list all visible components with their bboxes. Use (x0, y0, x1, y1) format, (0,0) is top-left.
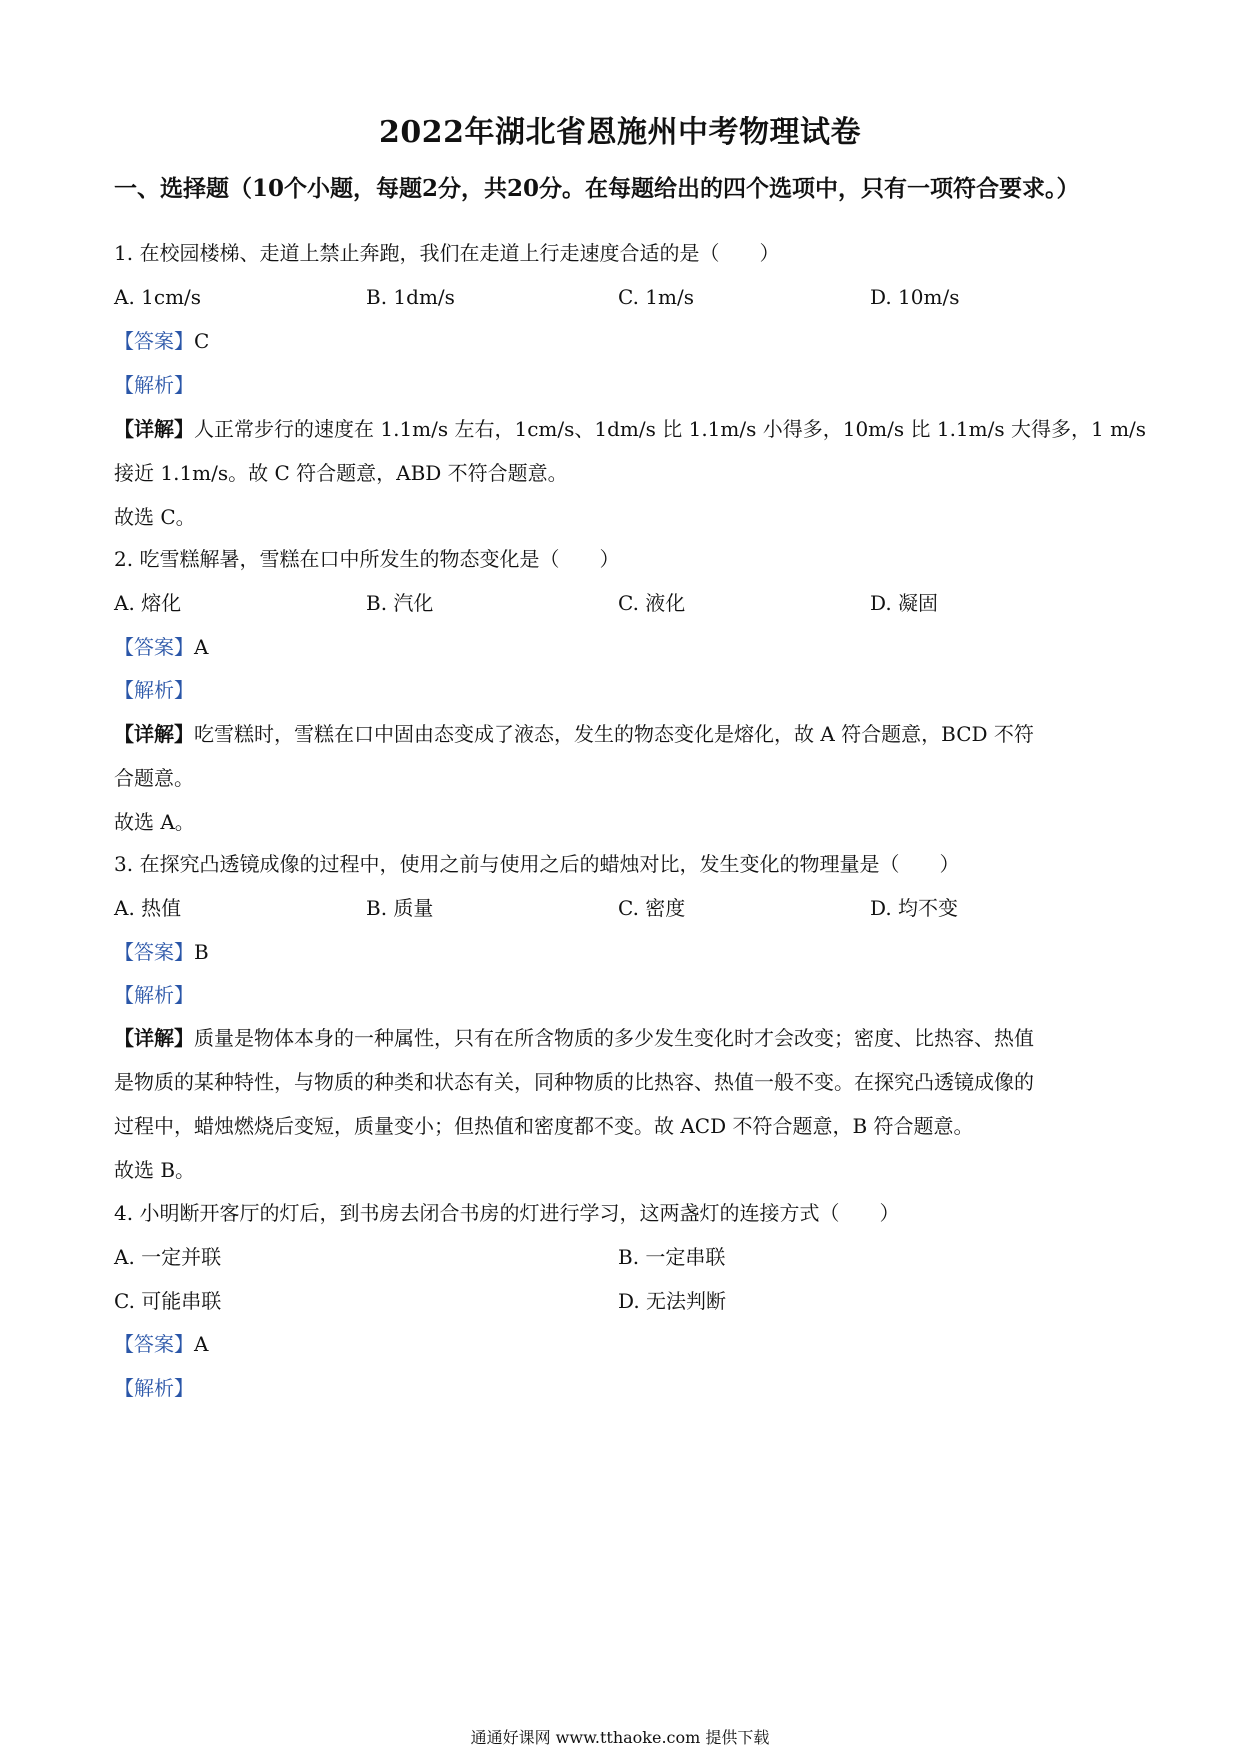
question-2-stem: 2. 吃雪糕解暑，雪糕在口中所发生的物态变化是（ ） (114, 547, 620, 571)
question-2-detail-line-1: 【详解】吃雪糕时，雪糕在口中固由态变成了液态，发生的物态变化是熔化，故 A 符合题意，BCD 不符 (114, 722, 1034, 746)
section-heading: 一、选择题（10个小题，每题2分，共20分。在每题给出的四个选项中，只有一项符合要求。） (114, 175, 1080, 202)
question-3-analysis-label: 【解析】 (114, 983, 194, 1007)
question-3-option-c: C. 密度 (618, 896, 686, 920)
question-3-option-a: A. 热值 (114, 896, 182, 920)
question-1-answer: 【答案】C (114, 329, 210, 353)
question-1-stem: 1. 在校园楼梯、走道上禁止奔跑，我们在走道上行走速度合适的是（ ） (114, 241, 780, 265)
question-1-option-d: D. 10m/s (870, 285, 960, 309)
question-2-answer: 【答案】A (114, 635, 209, 659)
question-2-option-b: B. 汽化 (366, 591, 434, 615)
question-2-detail-line-2: 合题意。 (114, 766, 194, 790)
question-4-answer: 【答案】A (114, 1332, 209, 1356)
question-1-detail-line-1: 【详解】人正常步行的速度在 1.1m/s 左右，1cm/s、1dm/s 比 1.1m/s 小得多，10m/s 比 1.1m/s 大得多，1 m/s (114, 417, 1147, 441)
question-3-option-b: B. 质量 (366, 896, 434, 920)
question-1-option-b: B. 1dm/s (366, 285, 455, 309)
question-2-option-c: C. 液化 (618, 591, 686, 615)
question-2-option-d: D. 凝固 (870, 591, 939, 615)
question-3-conclusion: 故选 B。 (114, 1158, 196, 1182)
question-3-detail-line-2: 是物质的某种特性，与物质的种类和状态有关，同种物质的比热容、热值一般不变。在探究凸透镜成像的 (114, 1070, 1034, 1094)
question-1-conclusion: 故选 C。 (114, 505, 196, 529)
question-2-option-a: A. 熔化 (114, 591, 182, 615)
question-4-option-d: D. 无法判断 (618, 1289, 727, 1313)
question-1-option-c: C. 1m/s (618, 285, 694, 309)
question-3-detail-line-3: 过程中，蜡烛燃烧后变短，质量变小；但热值和密度都不变。故 ACD 不符合题意，B 符合题意。 (114, 1114, 974, 1138)
question-3-stem: 3. 在探究凸透镜成像的过程中，使用之前与使用之后的蜡烛对比，发生变化的物理量是（ ） (114, 852, 960, 876)
question-2-conclusion: 故选 A。 (114, 810, 195, 834)
exam-title: 2022年湖北省恩施州中考物理试卷 (379, 115, 861, 150)
question-4-analysis-label: 【解析】 (114, 1376, 194, 1400)
question-1-option-a: A. 1cm/s (114, 285, 202, 309)
question-3-detail-line-1: 【详解】质量是物体本身的一种属性，只有在所含物质的多少发生变化时才会改变；密度、比热容、热值 (114, 1026, 1034, 1050)
question-2-analysis-label: 【解析】 (114, 678, 194, 702)
question-4-option-c: C. 可能串联 (114, 1289, 222, 1313)
question-4-option-a: A. 一定并联 (114, 1245, 222, 1269)
question-1-analysis-label: 【解析】 (114, 373, 194, 397)
question-4-stem: 4. 小明断开客厅的灯后，到书房去闭合书房的灯进行学习，这两盏灯的连接方式（ ） (114, 1201, 900, 1225)
question-1-detail-line-2: 接近 1.1m/s。故 C 符合题意，ABD 不符合题意。 (114, 461, 568, 485)
question-3-option-d: D. 均不变 (870, 896, 959, 920)
question-3-answer: 【答案】B (114, 940, 209, 964)
footer-watermark: 通通好课网 www.tthaoke.com 提供下载 (470, 1728, 770, 1747)
question-4-option-b: B. 一定串联 (618, 1245, 726, 1269)
